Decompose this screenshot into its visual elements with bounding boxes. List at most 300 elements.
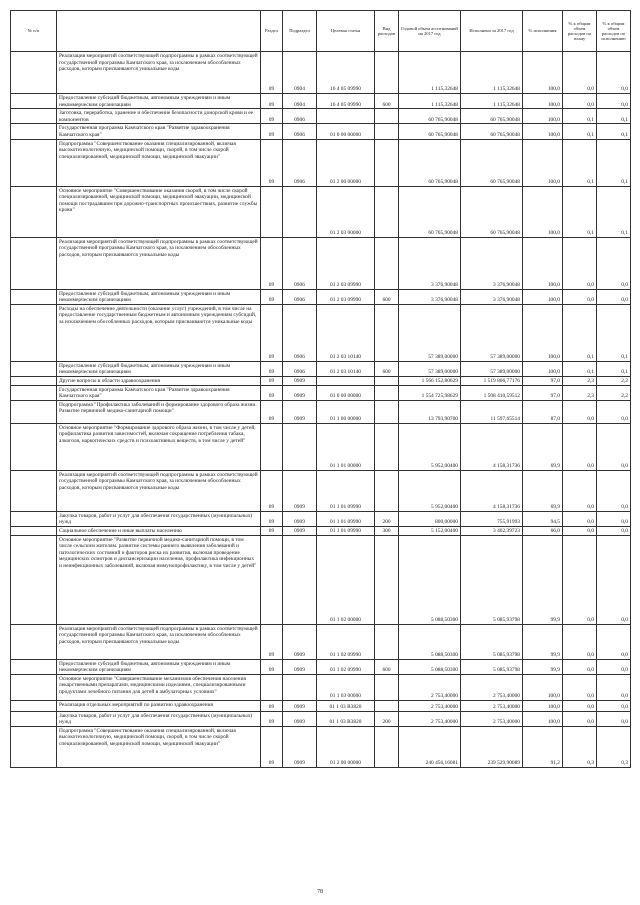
row-target: 16 4 05 09990 — [317, 52, 375, 94]
row-plan: 57 389,00000 — [399, 361, 461, 376]
row-target: 01 2 03 09990 — [317, 289, 375, 304]
row-plan: 57 389,00000 — [399, 304, 461, 361]
row-share-total: 0,0 — [563, 511, 597, 526]
table-row — [11, 423, 631, 470]
row-percent: 100,0 — [523, 711, 563, 726]
row-share-exec: 0,0 — [597, 94, 631, 109]
row-share-exec: 0,3 — [597, 726, 631, 767]
row-name: Подпрограмма "Профилактика заболеваний и формирование здорового образа жизни. Развитие первичной медико-санитарной помощи" — [57, 400, 261, 423]
row-num — [11, 526, 57, 535]
row-name: Реализация мероприятий соответствующей подпрограммы в рамках соответствующей государственной программы Камчатского края, за исключением обособленных расходов, которым присваиваются уникальные коды — [57, 470, 261, 511]
row-section: 09 — [261, 526, 283, 535]
table-body — [11, 52, 631, 768]
row-executed: 1 519 806,77176 — [461, 376, 523, 385]
table-row — [11, 237, 631, 289]
row-exp-type — [375, 400, 399, 423]
budget-table — [10, 10, 631, 768]
row-plan: 60 765,90048 — [399, 109, 461, 124]
row-executed: 57 389,00000 — [461, 304, 523, 361]
row-exp-type — [375, 470, 399, 511]
row-num — [11, 237, 57, 289]
row-num — [11, 186, 57, 237]
row-percent: 69,9 — [523, 423, 563, 470]
row-section: 09 — [261, 94, 283, 109]
row-name: Социальное обеспечение и иные выплаты населению — [57, 526, 261, 535]
row-name: Реализация мероприятий соответствующей подпрограммы в рамках соответствующей государственной программы Камчатского края, за исключением обособленных расходов, которым присваиваются уникальные коды — [57, 237, 261, 289]
row-subsection: 0904 — [283, 94, 317, 109]
row-num — [11, 624, 57, 659]
row-percent: 100,0 — [523, 700, 563, 711]
row-num — [11, 400, 57, 423]
table-row — [11, 674, 631, 700]
col-header-share-exec: % к общим объем расходов по исполнению — [597, 11, 631, 52]
row-name: Заготовка, переработка, хранение и обеспечение безопасности донорской крови и ее компонентов — [57, 109, 261, 124]
row-name: Расходы на обеспечение деятельности (оказание услуг) учреждений, в том числе на предоставление государственным бюджетным и автономным учреждениям субсидий, за исключением обособленных расходов, которым присваиваются уникальные коды — [57, 304, 261, 361]
row-name: Реализация мероприятий соответствующей подпрограммы в рамках соответствующей государственной программы Камчатского края, за исключением обособленных расходов, которым присваиваются уникальные коды — [57, 624, 261, 659]
row-section: 09 — [261, 659, 283, 674]
row-share-exec: 0,0 — [597, 470, 631, 511]
row-share-exec: 0,1 — [597, 304, 631, 361]
row-exp-type: 600 — [375, 94, 399, 109]
row-subsection: 0906 — [283, 361, 317, 376]
row-section — [261, 186, 283, 237]
row-section: 09 — [261, 289, 283, 304]
row-percent: 69,9 — [523, 470, 563, 511]
row-target: 01 1 02 00000 — [317, 535, 375, 624]
row-target: 01 2 00 00000 — [317, 139, 375, 186]
row-num — [11, 385, 57, 400]
row-target: 01 1 02 09990 — [317, 624, 375, 659]
row-plan: 60 765,90048 — [399, 124, 461, 139]
row-percent: 100,0 — [523, 674, 563, 700]
row-plan: 1 554 725,98629 — [399, 385, 461, 400]
row-share-total: 0,1 — [563, 304, 597, 361]
row-num — [11, 376, 57, 385]
row-share-exec: 0,0 — [597, 624, 631, 659]
row-num — [11, 52, 57, 94]
row-subsection: 0909 — [283, 511, 317, 526]
row-subsection: 0909 — [283, 711, 317, 726]
row-percent: 99,9 — [523, 659, 563, 674]
row-share-total: 2,3 — [563, 385, 597, 400]
row-name: Реализация мероприятий соответствующей подпрограммы в рамках соответствующей государственной программы Камчатского края, за исключением обособленных расходов, которым присваиваются уникальные коды — [57, 52, 261, 94]
row-share-exec: 0,0 — [597, 535, 631, 624]
row-name: Закупка товаров, работ и услуг для обеспечения государственных (муниципальных) нужд — [57, 711, 261, 726]
row-target: 01 0 00 00000 — [317, 385, 375, 400]
row-share-total: 0,0 — [563, 535, 597, 624]
row-exp-type — [375, 237, 399, 289]
row-section: 09 — [261, 400, 283, 423]
row-plan: 5 152,00400 — [399, 526, 461, 535]
row-share-total: 0,1 — [563, 109, 597, 124]
row-percent: 100,0 — [523, 94, 563, 109]
row-num — [11, 304, 57, 361]
row-plan: 5 088,50300 — [399, 624, 461, 659]
row-executed: 2 753,40000 — [461, 700, 523, 711]
row-executed: 1 115,32648 — [461, 52, 523, 94]
col-header-exp-type: Вид расходов — [375, 11, 399, 52]
row-percent: 100,0 — [523, 52, 563, 94]
col-header-subsection: Подраздел — [283, 11, 317, 52]
row-share-total: 0,0 — [563, 94, 597, 109]
row-share-exec: 0,0 — [597, 52, 631, 94]
row-subsection — [283, 674, 317, 700]
row-subsection: 0906 — [283, 124, 317, 139]
row-executed: 3 376,90048 — [461, 237, 523, 289]
row-share-total: 0,1 — [563, 139, 597, 186]
row-percent: 100,0 — [523, 124, 563, 139]
table-row — [11, 511, 631, 526]
table-row — [11, 139, 631, 186]
row-executed: 5 085,93798 — [461, 659, 523, 674]
table-row — [11, 361, 631, 376]
row-num — [11, 109, 57, 124]
table-row — [11, 711, 631, 726]
row-percent: 100,0 — [523, 289, 563, 304]
row-percent: 97,0 — [523, 376, 563, 385]
row-section: 09 — [261, 700, 283, 711]
row-share-exec: 0,0 — [597, 511, 631, 526]
row-share-exec: 2,2 — [597, 385, 631, 400]
row-exp-type — [375, 139, 399, 186]
row-percent: 87,0 — [523, 400, 563, 423]
row-share-exec: 0,1 — [597, 186, 631, 237]
row-share-total: 0,0 — [563, 289, 597, 304]
row-share-total: 0,0 — [563, 624, 597, 659]
row-subsection: 0906 — [283, 237, 317, 289]
row-executed: 3 376,90048 — [461, 289, 523, 304]
row-exp-type — [375, 52, 399, 94]
row-plan: 60 765,90048 — [399, 186, 461, 237]
row-subsection — [283, 423, 317, 470]
row-num — [11, 470, 57, 511]
row-share-total: 0,0 — [563, 470, 597, 511]
row-executed: 1 508 410,59512 — [461, 385, 523, 400]
row-section: 09 — [261, 124, 283, 139]
row-subsection: 0906 — [283, 304, 317, 361]
col-header-section: Раздел — [261, 11, 283, 52]
table-row — [11, 385, 631, 400]
row-executed: 60 765,90048 — [461, 186, 523, 237]
table-row — [11, 376, 631, 385]
row-section: 09 — [261, 304, 283, 361]
row-section: 09 — [261, 470, 283, 511]
row-executed: 1 115,32648 — [461, 94, 523, 109]
row-percent: 99,9 — [523, 624, 563, 659]
table-row — [11, 726, 631, 767]
row-target: 01 1 02 09990 — [317, 659, 375, 674]
row-plan: 1 115,32648 — [399, 52, 461, 94]
row-executed: 3 402,39723 — [461, 526, 523, 535]
col-header-target: Целевая статья — [317, 11, 375, 52]
row-share-total: 2,3 — [563, 376, 597, 385]
row-name: Предоставление субсидий бюджетным, автономным учреждениям и иным некоммерческим организациям — [57, 659, 261, 674]
col-header-num: № п/п — [11, 11, 57, 52]
row-executed: 5 085,93798 — [461, 624, 523, 659]
row-share-exec: 0,1 — [597, 124, 631, 139]
row-subsection: 0909 — [283, 385, 317, 400]
row-percent: 99,9 — [523, 535, 563, 624]
row-exp-type: 200 — [375, 711, 399, 726]
row-exp-type — [375, 624, 399, 659]
row-target: 01 1 03 R3820 — [317, 700, 375, 711]
row-name: Предоставление субсидий бюджетным, автономным учреждениям и иным некоммерческим организациям — [57, 94, 261, 109]
row-section: 09 — [261, 52, 283, 94]
row-name: Реализация отдельных мероприятий по развитию здравоохранения — [57, 700, 261, 711]
row-executed: 2 753,40000 — [461, 711, 523, 726]
row-exp-type: 600 — [375, 659, 399, 674]
row-name: Государственная программа Камчатского края "Развитие здравоохранения Камчатского края" — [57, 385, 261, 400]
row-exp-type — [375, 376, 399, 385]
row-name: Подпрограмма "Совершенствование оказания специализированной, включая высокотехнологичную, медицинской помощи, скорой, в том числе скорой специализированной, медицинской помощи, медицинской эвакуации" — [57, 726, 261, 767]
row-executed: 57 389,00000 — [461, 361, 523, 376]
row-share-total: 0,1 — [563, 361, 597, 376]
row-subsection: 0904 — [283, 52, 317, 94]
row-subsection: 0909 — [283, 470, 317, 511]
row-share-total: 0,0 — [563, 526, 597, 535]
row-name: Основное мероприятие "Формирование здорового образа жизни, в том числе у детей, профилактика развития зависимостей, включая сокращение потребления табака, алкоголя, наркотических средств и психоактивных веществ, в том числе у детей" — [57, 423, 261, 470]
row-executed: 4 158,31736 — [461, 470, 523, 511]
row-percent: 100,0 — [523, 186, 563, 237]
row-share-total: 0,0 — [563, 237, 597, 289]
row-num — [11, 674, 57, 700]
row-share-total: 0,0 — [563, 700, 597, 711]
table-row — [11, 304, 631, 361]
row-share-exec: 0,0 — [597, 289, 631, 304]
row-name: Другие вопросы в области здравоохранения — [57, 376, 261, 385]
row-section: 09 — [261, 361, 283, 376]
row-name: Основное мероприятие "Развитие первичной медико-санитарной помощи, в том числе сельским жителям. развитие системы раннего выявления заболеваний и патологических состояний и факторов риска их развития, включая проведение медицинских осмотров и диспансеризации населения, профилактика инфекционных и неинфекционных заболеваний, включая иммунопрофилактику, в том числе у детей" — [57, 535, 261, 624]
table-row — [11, 109, 631, 124]
row-exp-type — [375, 109, 399, 124]
row-target: 01 1 01 00000 — [317, 423, 375, 470]
table-row — [11, 659, 631, 674]
row-plan: 2 753,40000 — [399, 700, 461, 711]
row-exp-type — [375, 726, 399, 767]
table-row — [11, 400, 631, 423]
row-percent: 100,0 — [523, 139, 563, 186]
table-row — [11, 700, 631, 711]
row-share-exec: 2,2 — [597, 376, 631, 385]
table-row — [11, 186, 631, 237]
table-row — [11, 535, 631, 624]
row-plan: 60 765,90048 — [399, 139, 461, 186]
row-num — [11, 659, 57, 674]
row-percent: 97,0 — [523, 385, 563, 400]
row-executed: 60 765,90048 — [461, 124, 523, 139]
row-share-exec: 0,0 — [597, 526, 631, 535]
row-num — [11, 700, 57, 711]
row-share-total: 0,0 — [563, 423, 597, 470]
row-executed: 5 085,93798 — [461, 535, 523, 624]
row-executed: 4 158,31736 — [461, 423, 523, 470]
row-exp-type — [375, 124, 399, 139]
row-target: 01 1 01 09990 — [317, 511, 375, 526]
row-target: 01 1 00 00000 — [317, 400, 375, 423]
row-target: 01 2 03 10140 — [317, 361, 375, 376]
row-share-exec: 0,1 — [597, 139, 631, 186]
row-target: 01 1 03 00000 — [317, 674, 375, 700]
row-exp-type: 600 — [375, 361, 399, 376]
row-share-total: 0,0 — [563, 674, 597, 700]
row-target: 01 2 03 00000 — [317, 186, 375, 237]
row-share-exec: 0,1 — [597, 109, 631, 124]
col-header-plan: Годовой объем ассигнований на 2017 год — [399, 11, 461, 52]
row-exp-type — [375, 423, 399, 470]
row-exp-type — [375, 535, 399, 624]
table-row — [11, 289, 631, 304]
row-exp-type — [375, 186, 399, 237]
row-plan: 5 952,00400 — [399, 423, 461, 470]
col-header-executed: Исполнено за 2017 год — [461, 11, 523, 52]
row-exp-type: 600 — [375, 289, 399, 304]
row-share-exec: 0,1 — [597, 361, 631, 376]
row-share-exec: 0,0 — [597, 659, 631, 674]
row-target — [317, 109, 375, 124]
row-plan: 2 753,40000 — [399, 674, 461, 700]
row-percent: 94,5 — [523, 511, 563, 526]
row-subsection: 0906 — [283, 289, 317, 304]
row-name: Предоставление субсидий бюджетным, автономным учреждениям и иным некоммерческим организациям — [57, 361, 261, 376]
row-target: 01 2 03 09990 — [317, 237, 375, 289]
row-plan: 3 376,90048 — [399, 289, 461, 304]
row-subsection — [283, 186, 317, 237]
row-section — [261, 423, 283, 470]
row-target: 01 0 00 00000 — [317, 124, 375, 139]
row-section: 09 — [261, 109, 283, 124]
row-section — [261, 535, 283, 624]
row-percent: 91,2 — [523, 726, 563, 767]
row-executed: 2 753,40000 — [461, 674, 523, 700]
table-row — [11, 124, 631, 139]
row-target: 01 2 00 00000 — [317, 726, 375, 767]
row-share-exec: 0,0 — [597, 237, 631, 289]
row-subsection: 0909 — [283, 376, 317, 385]
row-percent: 100,0 — [523, 304, 563, 361]
row-share-exec: 0,0 — [597, 700, 631, 711]
row-section: 09 — [261, 624, 283, 659]
row-share-total: 0,0 — [563, 659, 597, 674]
row-subsection: 0909 — [283, 526, 317, 535]
row-subsection: 0909 — [283, 700, 317, 711]
row-exp-type: 200 — [375, 511, 399, 526]
row-num — [11, 535, 57, 624]
row-executed: 11 597,65514 — [461, 400, 523, 423]
row-subsection: 0909 — [283, 659, 317, 674]
row-share-total: 0,3 — [563, 726, 597, 767]
row-name: Подпрограмма "Совершенствование оказания специализированной, включая высокотехнологичную, медицинской помощи, скорой, в том числе скорой специализированной, медицинской помощи, медицинской эвакуации" — [57, 139, 261, 186]
row-plan: 5 088,50300 — [399, 535, 461, 624]
row-target: 01 1 03 R3820 — [317, 711, 375, 726]
row-plan: 2 753,40000 — [399, 711, 461, 726]
row-num — [11, 289, 57, 304]
row-num — [11, 94, 57, 109]
row-plan: 13 793,90700 — [399, 400, 461, 423]
row-num — [11, 711, 57, 726]
row-share-total: 0,0 — [563, 711, 597, 726]
row-num — [11, 423, 57, 470]
row-plan: 3 376,90048 — [399, 237, 461, 289]
row-target: 01 1 01 09990 — [317, 526, 375, 535]
row-section — [261, 674, 283, 700]
row-target: 16 4 05 09990 — [317, 94, 375, 109]
row-section: 09 — [261, 511, 283, 526]
row-subsection: 0909 — [283, 400, 317, 423]
row-executed: 239 529,90089 — [461, 726, 523, 767]
table-row — [11, 94, 631, 109]
row-subsection: 0909 — [283, 624, 317, 659]
row-section: 09 — [261, 726, 283, 767]
row-share-exec: 0,0 — [597, 674, 631, 700]
table-row — [11, 52, 631, 94]
row-num — [11, 511, 57, 526]
row-exp-type: 300 — [375, 526, 399, 535]
row-share-total: 0,1 — [563, 124, 597, 139]
row-subsection: 0906 — [283, 109, 317, 124]
row-exp-type — [375, 304, 399, 361]
row-share-total: 0,0 — [563, 52, 597, 94]
table-row — [11, 624, 631, 659]
row-num — [11, 139, 57, 186]
table-row — [11, 526, 631, 535]
row-executed: 60 765,90048 — [461, 139, 523, 186]
row-name: Предоставление субсидий бюджетным, автономным учреждениям и иным некоммерческим организациям — [57, 289, 261, 304]
page-number: 78 — [317, 889, 323, 895]
row-target: 01 2 03 10140 — [317, 304, 375, 361]
row-name: Государственная программа Камчатского края "Развитие здравоохранения Камчатского края" — [57, 124, 261, 139]
row-share-exec: 0,0 — [597, 711, 631, 726]
row-plan: 1 566 152,80629 — [399, 376, 461, 385]
row-target: 01 1 01 09990 — [317, 470, 375, 511]
row-percent: 100,0 — [523, 361, 563, 376]
row-share-total: 0,0 — [563, 400, 597, 423]
row-exp-type — [375, 674, 399, 700]
table-row — [11, 470, 631, 511]
row-plan: 240 456,16081 — [399, 726, 461, 767]
row-exp-type — [375, 700, 399, 711]
row-executed: 60 765,90048 — [461, 109, 523, 124]
row-share-total: 0,1 — [563, 186, 597, 237]
col-header-percent: % исполнения — [523, 11, 563, 52]
row-name: Основное мероприятие "Совершенствование оказания скорой, в том числе скорой специализированной, медицинской помощи, медицинской эвакуации, медицинской помощи пострадавшим при дорожно-транспортных происшествиях, развитие службы крови" — [57, 186, 261, 237]
row-exp-type — [375, 385, 399, 400]
row-plan: 5 952,00400 — [399, 470, 461, 511]
row-name: Основное мероприятие "Совершенствование механизмов обеспечения населения лекарственными препаратами, медицинскими изделиями, специализированными продуктами лечебного питания для детей в амбулаторных условиях" — [57, 674, 261, 700]
col-header-name — [57, 11, 261, 52]
row-target — [317, 376, 375, 385]
row-executed: 755,91993 — [461, 511, 523, 526]
row-section: 09 — [261, 711, 283, 726]
row-num — [11, 361, 57, 376]
row-subsection: 0906 — [283, 139, 317, 186]
row-num — [11, 726, 57, 767]
row-section: 09 — [261, 139, 283, 186]
row-section: 09 — [261, 237, 283, 289]
row-share-exec: 0,0 — [597, 400, 631, 423]
table-header-row — [11, 11, 631, 52]
row-share-exec: 0,0 — [597, 423, 631, 470]
row-plan: 1 115,32648 — [399, 94, 461, 109]
row-name: Закупка товаров, работ и услуг для обеспечения государственных (муниципальных) нужд — [57, 511, 261, 526]
row-section: 09 — [261, 385, 283, 400]
row-num — [11, 124, 57, 139]
row-percent: 100,0 — [523, 237, 563, 289]
row-subsection — [283, 535, 317, 624]
row-percent: 100,0 — [523, 109, 563, 124]
row-percent: 66,0 — [523, 526, 563, 535]
col-header-share-total: % к общим объем расходов по плану — [563, 11, 597, 52]
row-section: 09 — [261, 376, 283, 385]
